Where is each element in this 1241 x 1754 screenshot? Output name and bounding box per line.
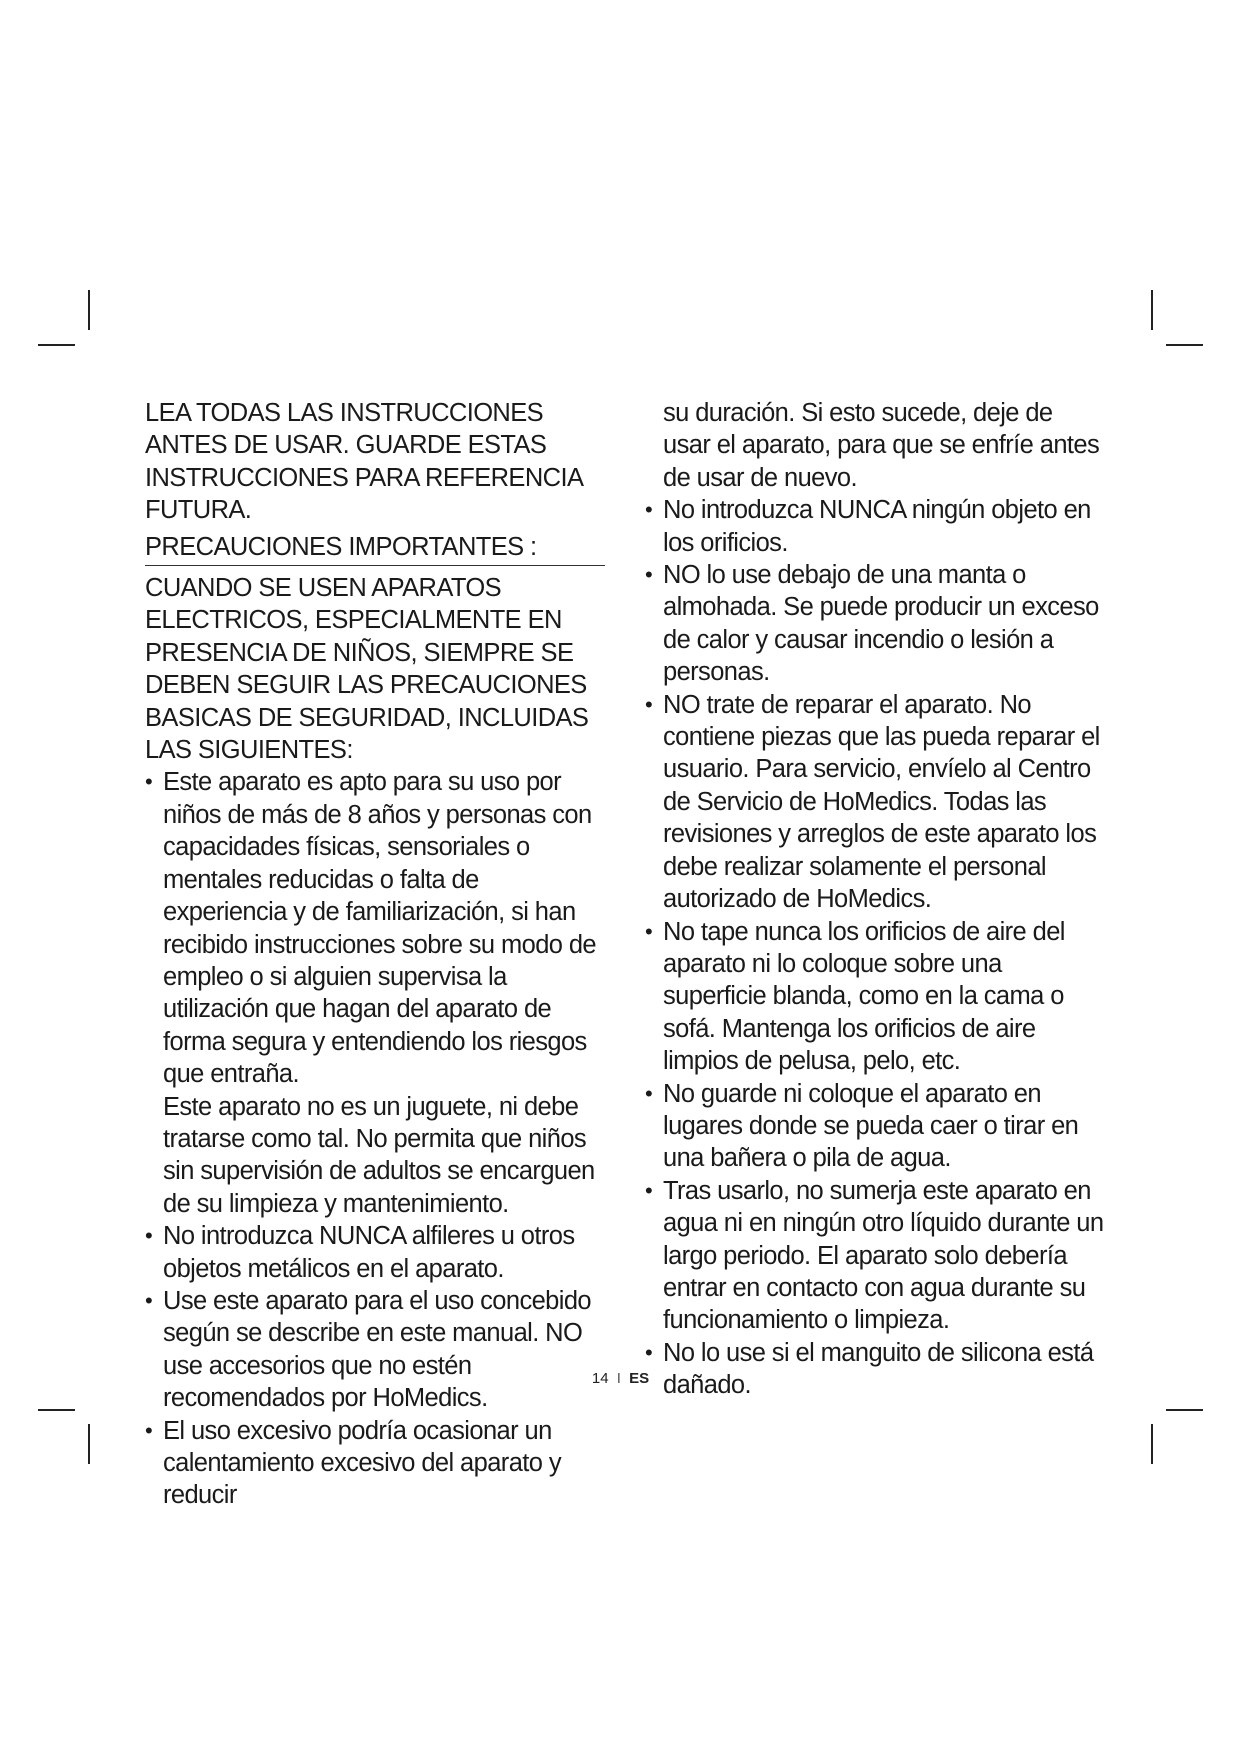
continuation-text: su duración. Si esto sucede, deje de usar el aparato, para que se enfríe antes de usar de nuevo. <box>663 399 1100 492</box>
crop-mark <box>1151 290 1153 330</box>
section-intro: CUANDO SE USEN APARATOS ELECTRICOS, ESPECIALMENTE EN PRESENCIA DE NIÑOS, SIEMPRE SE DEBEN SEGUIR LAS PRECAUCIONES BASICAS DE SEGURIDAD, INCLUIDAS LAS SIGUIENTES: <box>145 574 589 765</box>
list-item <box>145 766 605 1220</box>
list-item-text: No introduzca NUNCA alfileres u otros objetos metálicos en el aparato. <box>163 1222 575 1283</box>
crop-mark <box>38 1409 75 1411</box>
list-item <box>145 1415 605 1512</box>
left-bullet-list <box>145 766 605 1511</box>
crop-mark <box>1166 344 1203 346</box>
list-item-text: Tras usarlo, no sumerja este aparato en agua ni en ningún otro líquido durante un largo periodo. El aparato solo debería entrar en contacto con agua durante su funcionamiento o limpieza. <box>663 1176 1104 1335</box>
page-number: 14 <box>591 1370 609 1387</box>
bullet-icon: • <box>645 1339 653 1365</box>
list-item-text: NO trate de reparar el aparato. No contiene piezas que las pueda reparar el usuario. Para servicio, envíelo al Centro de Servicio de HoMedics. Todas las revisiones y arreglos de este aparato los debe realizar solamente el personal autorizado de HoMedics. <box>663 690 1100 914</box>
language-code: ES <box>629 1370 650 1387</box>
intro-text: LEA TODAS LAS INSTRUCCIONES ANTES DE USAR. GUARDE ESTAS INSTRUCCIONES PARA REFERENCIA FUTURA. <box>145 399 582 525</box>
bullet-icon: • <box>645 497 653 523</box>
list-item-text: No guarde ni coloque el aparato en lugares donde se pueda caer o tirar en una bañera o pila de agua. <box>663 1079 1079 1173</box>
list-item <box>145 1220 605 1285</box>
right-bullet-list <box>645 494 1105 1401</box>
crop-mark <box>88 290 90 330</box>
list-item <box>645 494 1105 559</box>
crop-mark <box>38 344 75 346</box>
list-item <box>645 559 1105 689</box>
crop-mark <box>1151 1424 1153 1464</box>
list-item <box>645 1175 1105 1337</box>
section-title: PRECAUCIONES IMPORTANTES : <box>145 531 605 566</box>
list-item-text: No introduzca NUNCA ningún objeto en los orificios. <box>663 496 1091 557</box>
list-item-text: Este aparato es apto para su uso por niños de más de 8 años y personas con capacidades físicas, sensoriales o mentales reducidas o falta de experiencia y de familiarización, si han recibido instrucciones sobre su modo de empleo o si alguien supervisa la utilización que hagan del aparato de forma segura y entendiendo los riesgos que entraña. <box>163 768 597 1089</box>
list-item <box>645 916 1105 1078</box>
list-item-text: Use este aparato para el uso concebido según se describe en este manual. NO use accesorios que no estén recomendados por HoMedics. <box>163 1286 591 1413</box>
list-item-text: El uso excesivo podría ocasionar un calentamiento excesivo del aparato y reducir <box>163 1416 561 1510</box>
list-item <box>645 1078 1105 1175</box>
bullet-icon: • <box>145 1287 153 1313</box>
bullet-icon: • <box>645 1177 653 1203</box>
bullet-icon: • <box>145 769 153 795</box>
bullet-icon: • <box>145 1417 153 1443</box>
footer-separator: I <box>616 1370 621 1387</box>
list-item-text: NO lo use debajo de una manta o almohada. Se puede producir un exceso de calor y causar incendio o lesión a personas. <box>663 561 1099 687</box>
left-column <box>145 397 605 1512</box>
bullet-icon: • <box>145 1223 153 1249</box>
bullet-icon: • <box>645 562 653 588</box>
list-item <box>145 1285 605 1415</box>
crop-mark <box>88 1424 90 1464</box>
list-item-text: No lo use si el manguito de silicona está dañado. <box>663 1338 1094 1400</box>
list-item <box>645 689 1105 916</box>
bullet-icon: • <box>645 918 653 944</box>
bullet-icon: • <box>645 1080 653 1106</box>
right-column <box>645 397 1105 1402</box>
list-item-extra-text: Este aparato no es un juguete, ni debe tratarse como tal. No permita que niños sin supervisión de adultos se encarguen de su limpieza y mantenimiento. <box>163 1092 595 1218</box>
bullet-icon: • <box>645 691 653 717</box>
crop-mark <box>1166 1409 1203 1411</box>
page-footer <box>0 1370 1241 1387</box>
list-item-text: No tape nunca los orificios de aire del aparato ni lo coloque sobre una superficie blanda, como en la cama o sofá. Mantenga los orificios de aire limpios de pelusa, pelo, etc. <box>663 917 1065 1076</box>
